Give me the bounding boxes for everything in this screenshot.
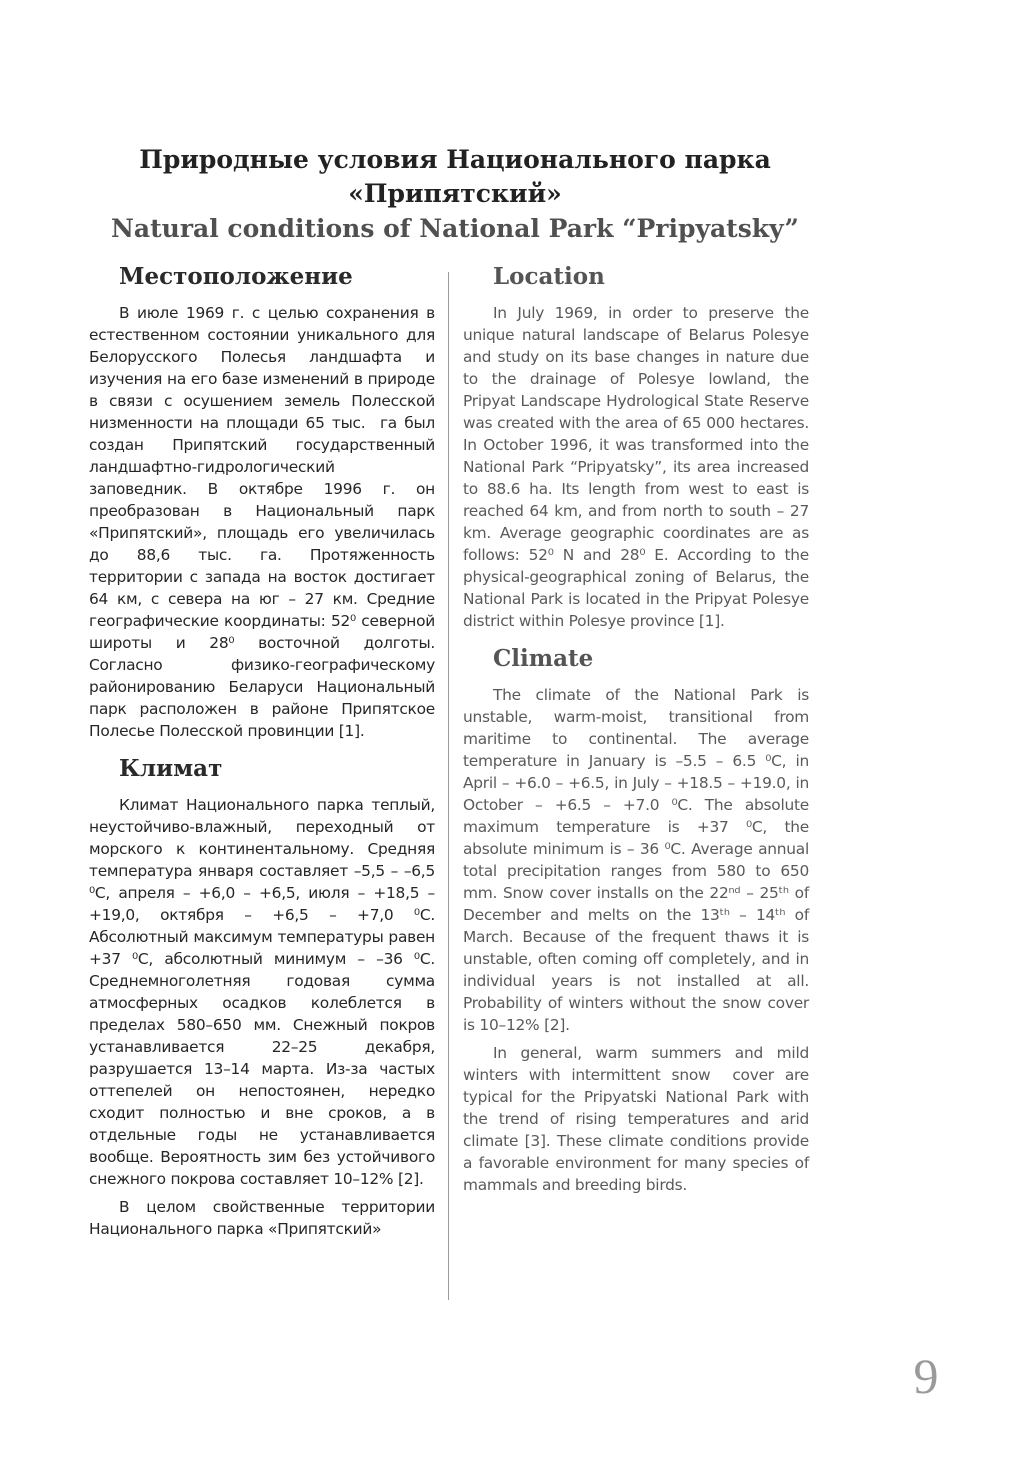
climate-heading-ru: Климат	[119, 755, 223, 782]
location-text-ru: В июле 1969 г. с целью сохранения в естественном состоянии уникального для Белорусского Полесья ландшафта и изучения на его базе изменений в природе в связи с осушением земель Полесской низменности на площади 65 тыс. га был создан Припятский государственный ландшафтно-гидрологический заповедник. В октябре 1996 г. он преобразован в Национальный парк «Припятский», площадь его увеличилась до 88,6 тыс. га. Протяженность территории с запада на восток достигает 64 км, с севера на юг – 27 км. Средние географические координаты: 52⁰ северной широты и 28⁰ восточной долготы. Согласно физико-географическому районированию Беларуси Национальный парк расположен в районе Припятское Полесье Полесской провинции [1].	[89, 304, 435, 740]
location-text-en: In July 1969, in order to preserve the unique natural landscape of Belarus Polesye and study on its base changes in nature due to the drainage of Polesye lowland, the Pripyat Landscape Hydrological State Reserve was created with the area of 65 000 hectares. In October 1996, it was transformed into the National Park “Pripyatsky”, its area increased to 88.6 ha. Its length from west to east is reached 64 km, and from north to south – 27 km. Average geographic coordinates are as follows: 52⁰ N and 28⁰ E. According to the physical-geographical zoning of Belarus, the National Park is located in the Pripyat Polesye district within Polesye province [1].	[463, 304, 809, 630]
climate-text-ru: Климат Национального парка теплый, неустойчиво-влажный, переходный от морского к континентальному. Средняя температура января составляет –5,5 – –6,5 ⁰С, апреля – +6,0 – +6,5, июля – +18,5 – +19,0, октября – +6,5 – +7,0 ⁰С. Абсолютный максимум температуры равен +37 ⁰С, абсолютный минимум – –36 ⁰С. Среднемноголетняя годовая сумма атмосферных осадков колеблется в пределах 580–650 мм. Снежный покров устанавливается 22–25 декабря, разрушается 13–14 марта. Из-за частых оттепелей он непостоянен, нередко сходит полностью и вне сроков, а в отдельные годы не устанавливается вообще. Вероятность зим без устойчивого снежного покрова составляет 10–12% [2].	[89, 796, 435, 1188]
climate-text-en: The climate of the National Park is unstable, warm-moist, transitional from maritime to continental. The average temperature in January is –5.5 – 6.5 ⁰C, in April – +6.0 – +6.5, in July – +18.5 – +19.0, in October – +6.5 – +7.0 ⁰C. The absolute maximum temperature is +37 ⁰C, the absolute minimum is – 36 ⁰C. Average annual total precipitation ranges from 580 to 650 mm. Snow cover installs on the 22ⁿᵈ – 25ᵗʰ of December and melts on the 13ᵗʰ – 14ᵗʰ of March. Because of the frequent thaws it is unstable, often coming off completely, and in individual years is not installed at all. Probability of winters without the snow cover is 10–12% [2].	[463, 686, 809, 1034]
location-heading-en: Location	[493, 263, 605, 290]
title-ru-line2: «Припятский»	[348, 179, 562, 208]
climate-text2-en: In general, warm summers and mild winters with intermittent snow cover are typical for the Pripyatski National Park with the trend of rising temperatures and arid climate [3]. These climate conditions provide a favorable environment for many species of mammals and breeding birds.	[463, 1044, 809, 1194]
location-heading-ru: Местоположение	[119, 263, 353, 290]
title-ru-line1: Природные условия Национального парка	[139, 145, 771, 174]
page-number: 9	[913, 1348, 939, 1404]
russian-column	[89, 262, 435, 1240]
english-column	[463, 262, 809, 1196]
column-divider	[448, 272, 449, 1300]
title-en: Natural conditions of National Park “Pripyatsky”	[111, 214, 799, 243]
climate-heading-en: Climate	[493, 645, 594, 672]
climate-text2-ru: В целом свойственные территории Национального парка «Припятский»	[89, 1198, 435, 1238]
page-title	[60, 143, 850, 247]
